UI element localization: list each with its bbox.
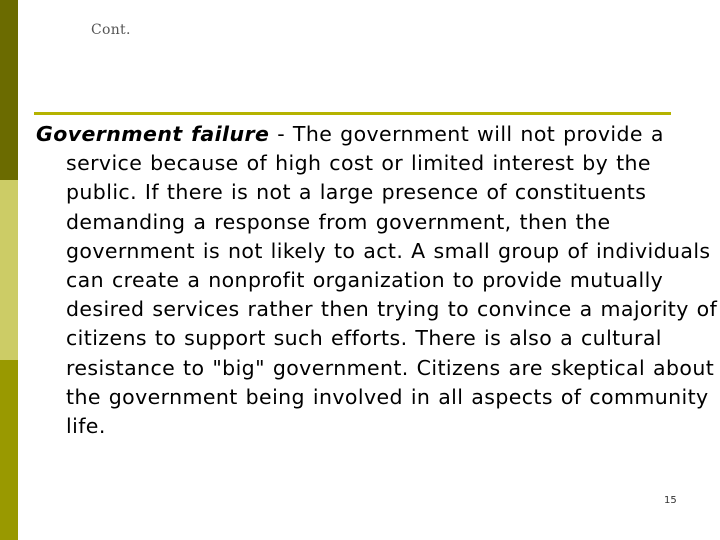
definition-text: - The government will not provide a service because of high cost or limited interest by the public. If there is not a large presence of constituents demanding a response from government, then the government is not likely to act. A small group of individuals can create a nonprofit organization to provide mutually desired services rather then trying to convince a majority of citizens to support such efforts. There is also a cultural resistance to "big" government. Citizens are skeptical about the government being involved in all aspects of community life. <box>66 122 718 439</box>
sidebar-stripe-bottom <box>0 360 18 540</box>
slide-subtitle: Cont. <box>91 22 131 38</box>
page-number: 15 <box>664 495 677 506</box>
definition-paragraph <box>36 120 720 441</box>
sidebar-stripe-middle <box>0 180 18 360</box>
defined-term: Government failure <box>36 122 270 146</box>
title-divider <box>34 112 671 115</box>
sidebar-stripe-top <box>0 0 18 180</box>
